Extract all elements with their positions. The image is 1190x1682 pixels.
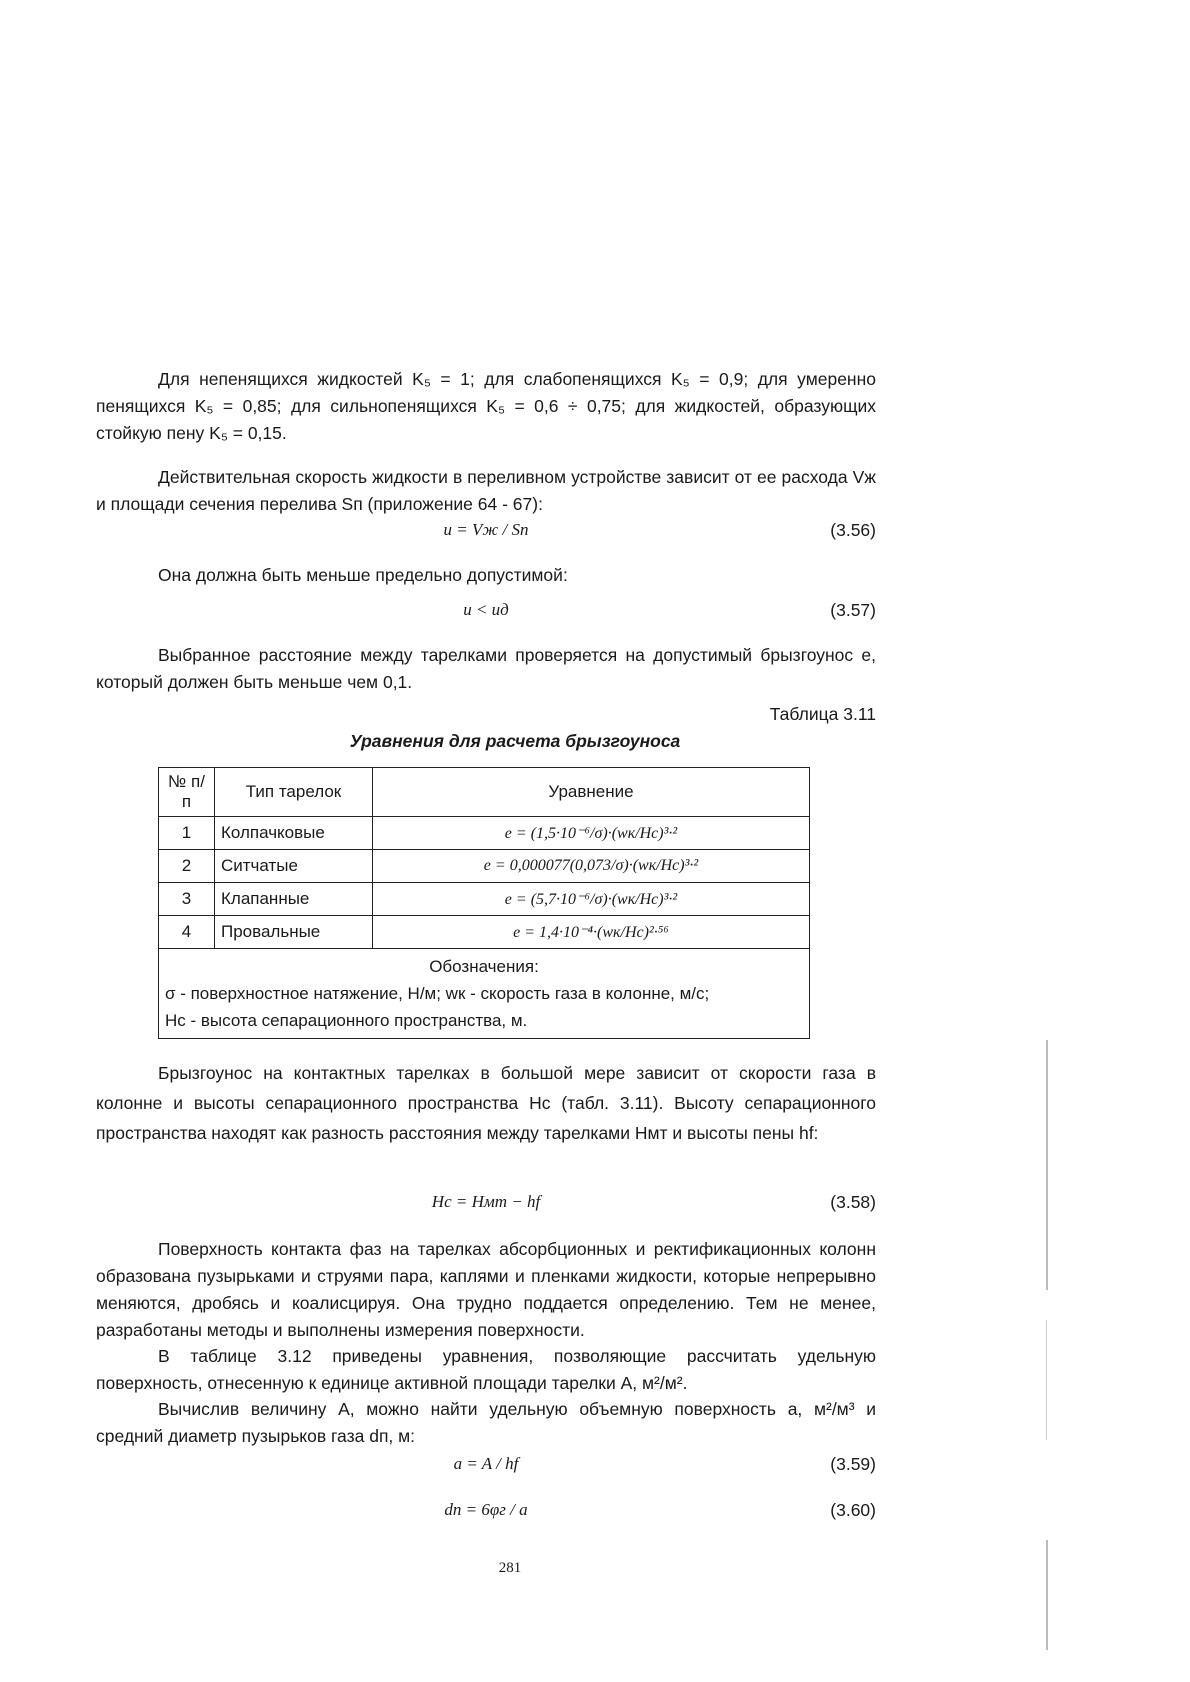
equation-formula: a = A / hf: [453, 1454, 519, 1473]
table-header-row: [159, 768, 810, 817]
row-equation: e = 0,000077(0,073/σ)·(wк/Hс)³·²: [373, 850, 810, 883]
paragraph-volume-surface: Вычислив величину A, можно найти удельную объемную поверхность a, м²/м³ и средний диаметр пузырьков газа dп, м:: [96, 1399, 876, 1446]
equation-number: (3.59): [830, 1454, 876, 1474]
paragraph-contact-surface: Поверхность контакта фаз на тарелках абсорбционных и ректификационных колонн образована пузырьками и струями пара, каплями и пленками жидкости, которые непрерывно меняются, дробясь и коалисцируя. Она трудно поддается определению. Тем не менее, разработаны методы и выполнены измерения поверхности.: [96, 1239, 876, 1340]
paragraph-separation-height: Брызгоунос на контактных тарелках в большой мере зависит от скорости газа в колонне и высоты сепарационного пространства Hс (табл. 3.11). Высоту сепарационного пространства находят как разность расстояния между тарелками Hмт и высоты пены hf:: [96, 1063, 876, 1143]
table-number: Таблица 3.11: [769, 704, 876, 724]
paragraph-foaming-coefficients: Для непенящихся жидкостей K₅ = 1; для слабопенящихся K₅ = 0,9; для умеренно пенящихся K₅ = 0,85; для сильнопенящихся K₅ = 0,6 ÷ 0,75; для жидкостей, образующих стойкую пену K₅ = 0,15.: [96, 369, 876, 443]
paragraph-entrainment-check: Выбранное расстояние между тарелками проверяется на допустимый брызгоунос e, который должен быть меньше чем 0,1.: [96, 645, 876, 692]
table-notes-row: [159, 949, 810, 1039]
row-type: Колпачковые: [215, 817, 373, 850]
table-title: Уравнения для расчета брызгоуноса: [349, 731, 681, 751]
row-equation: e = 1,4·10⁻⁴·(wк/Hс)²·⁵⁶: [373, 916, 810, 949]
table-row: [159, 850, 810, 883]
equation-formula: dп = 6φг / a: [444, 1500, 528, 1519]
row-type: Клапанные: [215, 883, 373, 916]
table-row: [159, 883, 810, 916]
equation-number: (3.58): [830, 1192, 876, 1212]
entrainment-table: [158, 767, 810, 1039]
equation-formula: Hс = Hмт − hf: [431, 1192, 541, 1211]
row-number: 2: [159, 850, 215, 883]
row-number: 3: [159, 883, 215, 916]
paragraph-liquid-velocity: Действительная скорость жидкости в переливном устройстве зависит от ее расхода Vж и площади сечения перелива Sп (приложение 64 - 67):: [96, 467, 876, 514]
equation-3-56: [96, 520, 876, 550]
equation-formula: u = Vж / Sп: [443, 520, 529, 539]
row-type: Провальные: [215, 916, 373, 949]
table-row: [159, 916, 810, 949]
scan-edge-mark: [1046, 1040, 1048, 1290]
equation-3-59: [96, 1454, 876, 1484]
equation-3-60: [96, 1500, 876, 1530]
page-number: 281: [498, 1560, 522, 1576]
row-number: 1: [159, 817, 215, 850]
equation-number: (3.56): [830, 520, 876, 540]
notes-title: Обозначения:: [429, 957, 539, 976]
equation-number: (3.57): [830, 600, 876, 620]
table-notes: [159, 949, 810, 1039]
paragraph-table-3-12: В таблице 3.12 приведены уравнения, позволяющие рассчитать удельную поверхность, отнесенную к единице активной площади тарелки A, м²/м².: [96, 1346, 876, 1393]
row-equation: e = (5,7·10⁻⁶/σ)·(wк/Hс)³·²: [373, 883, 810, 916]
header-equation: Уравнение: [373, 768, 810, 817]
note-line: σ - поверхностное натяжение, Н/м; wк - скорость газа в колонне, м/с;: [165, 984, 710, 1003]
row-equation: e = (1,5·10⁻⁶/σ)·(wк/Hс)³·²: [373, 817, 810, 850]
equation-number: (3.60): [830, 1500, 876, 1520]
equation-formula: u < uд: [463, 600, 509, 619]
row-number: 4: [159, 916, 215, 949]
paragraph-limit: Она должна быть меньше предельно допустимой:: [158, 565, 568, 585]
scan-edge-mark: [1046, 1540, 1048, 1650]
table-row: [159, 817, 810, 850]
header-type: Тип тарелок: [215, 768, 373, 817]
note-line: Hс - высота сепарационного пространства, м.: [165, 1011, 528, 1030]
row-type: Ситчатые: [215, 850, 373, 883]
scan-edge-mark: [1046, 1320, 1047, 1440]
equation-3-57: [96, 600, 876, 630]
header-num: № п/п: [159, 768, 215, 817]
equation-3-58: [96, 1192, 876, 1222]
